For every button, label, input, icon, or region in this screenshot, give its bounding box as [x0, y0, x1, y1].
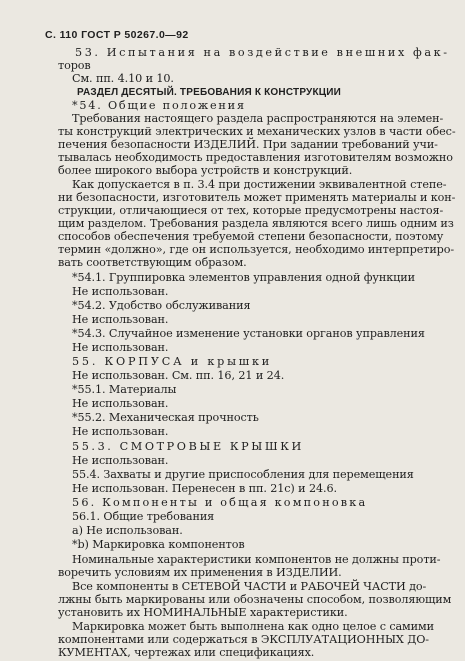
paragraph-line: лжны быть маркированы или обозначены способом, позволяющим [58, 593, 452, 606]
paragraph-line: печения безопасности ИЗДЕЛИЙ. При задании требований учи- [58, 138, 438, 151]
paragraph-line: Как допускается в п. 3.4 при достижении эквивалентной степе- [72, 178, 447, 191]
paragraph-line: струкции, отличающиеся от тех, которые предусмотрены настоя- [58, 204, 444, 217]
paragraph-line: установить их НОМИНАЛЬНЫЕ характеристики. [58, 606, 348, 619]
clause-53-title: 53. Испытания на воздействие внешних фак- [75, 46, 450, 59]
paragraph-line: способов обеспечения требуемой степени безопасности, поэтому [58, 230, 444, 243]
clause-55-4: 55.4. Захваты и другие приспособления для перемещения [72, 468, 414, 481]
clause-54-1: *54.1. Группировка элементов управления одной функции [72, 271, 415, 284]
text-line: Не использован. [72, 285, 169, 298]
paragraph-line: Маркировка может быть выполнена как одно целое с самими [72, 620, 434, 633]
text-line: Не использован. Перенесен в пп. 21с) и 24.6. [72, 482, 337, 495]
clause-55-title: 55. КОРПУСА и крышки [72, 355, 273, 368]
paragraph-line: ты конструкций электрических и механических узлов в части обес- [58, 125, 456, 138]
clause-55-2: *55.2. Механическая прочность [72, 411, 259, 424]
text-line: Не использован. [72, 425, 169, 438]
paragraph-line: компонентами или содержаться в ЭКСПЛУАТАЦИОННЫХ ДО- [58, 633, 429, 646]
clause-55-3: 55.3. СМОТРОВЫЕ КРЫШКИ [72, 440, 304, 453]
paragraph-line: щим разделом. Требования раздела являются всего лишь одним из [58, 217, 454, 230]
clause-54-title: *54. Общие положения [72, 99, 246, 112]
clause-53-title-cont: торов [58, 59, 91, 72]
text-line: См. пп. 4.10 и 10. [72, 72, 174, 85]
page-header: С. 110 ГОСТ Р 50267.0—92 [45, 29, 189, 41]
text-line: Не использован. [72, 313, 169, 326]
paragraph-line: Требования настоящего раздела распространяются на элемен- [72, 112, 444, 125]
paragraph-line: КУМЕНТАХ, чертежах или спецификациях. [58, 646, 315, 659]
section-heading: РАЗДЕЛ ДЕСЯТЫЙ. ТРЕБОВАНИЯ К КОНСТРУКЦИИ [77, 87, 342, 98]
paragraph-line: Все компоненты в СЕТЕВОЙ ЧАСТИ и РАБОЧЕЙ ЧАСТИ до- [72, 580, 427, 593]
clause-56-title: 56. Компоненты и общая компоновка [72, 496, 368, 509]
paragraph-line: более широкого выбора устройств и конструкций. [58, 164, 353, 177]
paragraph-line: ни безопасности, изготовитель может применять материалы и кон- [58, 191, 456, 204]
clause-55-1: *55.1. Материалы [72, 383, 177, 396]
clause-56-1-b: *b) Маркировка компонентов [72, 538, 245, 551]
paragraph-line: воречить условиям их применения в ИЗДЕЛИИ. [58, 566, 342, 579]
text-line: Не использован. [72, 341, 169, 354]
clause-54-3: *54.3. Случайное изменение установки органов управления [72, 327, 425, 340]
clause-54-2: *54.2. Удобство обслуживания [72, 299, 251, 312]
text-line: а) Не использован. [72, 524, 183, 537]
paragraph-line: тывалась необходимость предоставления изготовителям возможно [58, 151, 453, 164]
clause-56-1: 56.1. Общие требования [72, 510, 215, 523]
paragraph-line: термин «должно», где он используется, необходимо интерпретиро- [58, 243, 455, 256]
text-line: Не использован. [72, 454, 169, 467]
text-line: Не использован. [72, 397, 169, 410]
paragraph-line: вать соответствующим образом. [58, 256, 247, 269]
paragraph-line: Номинальные характеристики компонентов не должны проти- [72, 553, 441, 566]
text-line: Не использован. См. пп. 16, 21 и 24. [72, 369, 285, 382]
